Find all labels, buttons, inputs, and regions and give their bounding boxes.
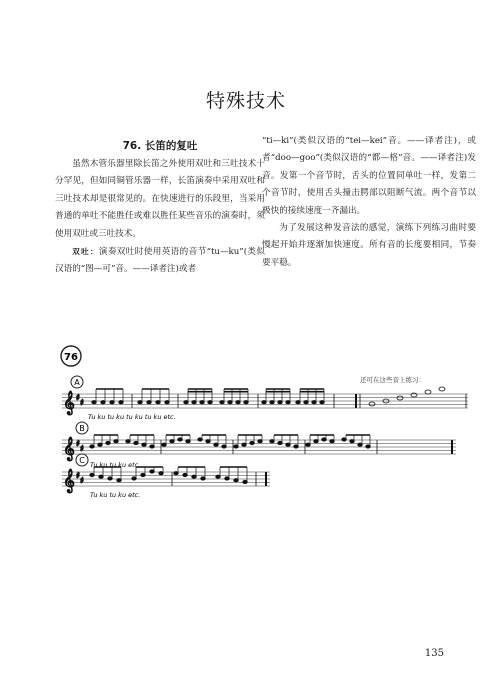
note-head — [225, 477, 229, 480]
note-head — [184, 401, 188, 404]
note-head — [92, 401, 96, 404]
note-head — [186, 440, 190, 443]
note-head — [262, 401, 266, 404]
note-head — [150, 445, 154, 448]
note-head — [312, 401, 316, 404]
note-head — [350, 440, 354, 443]
note-head — [236, 401, 240, 404]
note-head — [142, 443, 146, 446]
note-head — [156, 401, 160, 404]
note-head — [296, 401, 300, 404]
whole-note — [369, 402, 375, 406]
note-head — [200, 401, 204, 404]
note-head — [192, 475, 196, 478]
note-head — [98, 443, 102, 446]
whole-note — [425, 390, 431, 394]
note-head — [306, 443, 310, 446]
note-head — [294, 445, 298, 448]
note-head — [208, 401, 212, 404]
note-head — [214, 443, 218, 446]
note-head — [178, 438, 182, 441]
page-title: 特殊技术 — [205, 90, 286, 112]
note-head — [258, 440, 262, 443]
whole-note — [411, 393, 417, 397]
paragraph: 为了发展这种发音法的感觉，演练下列练习曲时要慢起开始并逐渐加快速度。所有音的长度要相同，节奏要平稳。 — [262, 223, 476, 268]
note-head — [147, 401, 151, 404]
note-head — [234, 445, 238, 448]
note-head — [198, 438, 202, 441]
note-head — [228, 401, 232, 404]
note-head — [134, 441, 138, 444]
sharp-icon: ♯ — [80, 444, 84, 453]
note-head — [278, 441, 282, 444]
section-title: 76. 长笛的复吐 — [122, 140, 198, 152]
note-head — [270, 440, 274, 443]
whole-note — [397, 396, 403, 400]
paragraph: “ti—ki”(类似汉语的“tei—kei”音。——译者注)，或者“doo—goo”(类似汉语的“都—格”音。——译者注)发音。发第一个音节时，舌头的位置同单吐一样，发第二个音节时，使用舌头撞击腭部以阻断气流。两个音节以极快的接续速度一齐漏出。 — [262, 136, 476, 216]
example-label: B — [79, 424, 85, 433]
note-head — [174, 472, 178, 475]
note-head — [108, 477, 112, 480]
note-head — [132, 477, 136, 480]
note-head — [170, 440, 174, 443]
whole-note — [439, 387, 445, 391]
note-head — [234, 479, 238, 482]
note-head — [320, 401, 324, 404]
double-tongue-tag: 双吐： — [72, 247, 99, 257]
note-head — [106, 441, 110, 444]
note-head — [366, 445, 370, 448]
note-head — [304, 401, 308, 404]
note-head — [216, 475, 220, 478]
treble-clef-icon: 𝄞 — [63, 468, 75, 492]
practice-annotation: 还可在这些音上练习： — [360, 376, 425, 384]
note-head — [270, 401, 274, 404]
note-head — [99, 475, 103, 478]
note-head — [206, 440, 210, 443]
sharp-icon: ♯ — [80, 398, 84, 407]
sharp-icon: ♯ — [76, 393, 80, 402]
note-head — [150, 470, 154, 473]
note-head — [242, 443, 246, 446]
note-head — [90, 473, 94, 476]
page-number: 135 — [424, 648, 444, 659]
note-head — [286, 401, 290, 404]
note-head — [110, 401, 114, 404]
exercise-number — [61, 346, 81, 366]
example-label: C — [79, 456, 85, 465]
note-head — [342, 438, 346, 441]
note-head — [278, 401, 282, 404]
note-head — [322, 438, 326, 441]
note-head — [192, 401, 196, 404]
note-head — [244, 401, 248, 404]
note-head — [222, 445, 226, 448]
paragraph-text: 演奏双吐时使用英语的音节“tu—ku”(类似汉语的“图—可”音。——译者注)或者 — [55, 247, 265, 275]
note-head — [358, 443, 362, 446]
note-head — [114, 440, 118, 443]
note-head — [126, 440, 130, 443]
note-head — [162, 443, 166, 446]
treble-clef-icon: 𝄞 — [63, 436, 75, 460]
example-b — [62, 422, 456, 469]
syllables: Tu ku tu ku tu ku tu ku etc. — [88, 413, 176, 421]
note-head — [286, 443, 290, 446]
syllables: Tu ku tu ku etc. — [90, 491, 141, 499]
note-head — [183, 473, 187, 476]
sharp-icon: ♯ — [76, 471, 80, 480]
note-head — [101, 401, 105, 404]
paragraph: 虽然木管乐器里除长笛之外使用双吐和三吐技术十分罕见，但如同铜管乐器一样，长笛演奏中采用双吐和三吐技术却是很常见的。在快速进行的乐段里，当采用普通的单吐不能胜任或难以胜任某些音乐的演奏时，须使用双吐或三吐技术。 — [55, 159, 265, 239]
sharp-icon: ♯ — [76, 439, 80, 448]
note-head — [165, 401, 169, 404]
syllables: Tu ku tu ku etc. — [90, 461, 141, 469]
sharp-icon: ♯ — [80, 476, 84, 485]
note-head — [220, 401, 224, 404]
example-label: A — [74, 378, 80, 387]
note-head — [117, 479, 121, 482]
note-head — [314, 440, 318, 443]
note-head — [119, 401, 123, 404]
treble-clef-icon: 𝄞 — [63, 390, 75, 414]
note-head — [141, 473, 145, 476]
note-head — [138, 401, 142, 404]
note-head — [159, 472, 163, 475]
note-head — [201, 477, 205, 480]
note-head — [330, 440, 334, 443]
note-head — [243, 480, 247, 483]
note-head — [90, 445, 94, 448]
note-head — [250, 441, 254, 444]
svg-text:76: 76 — [64, 352, 78, 363]
